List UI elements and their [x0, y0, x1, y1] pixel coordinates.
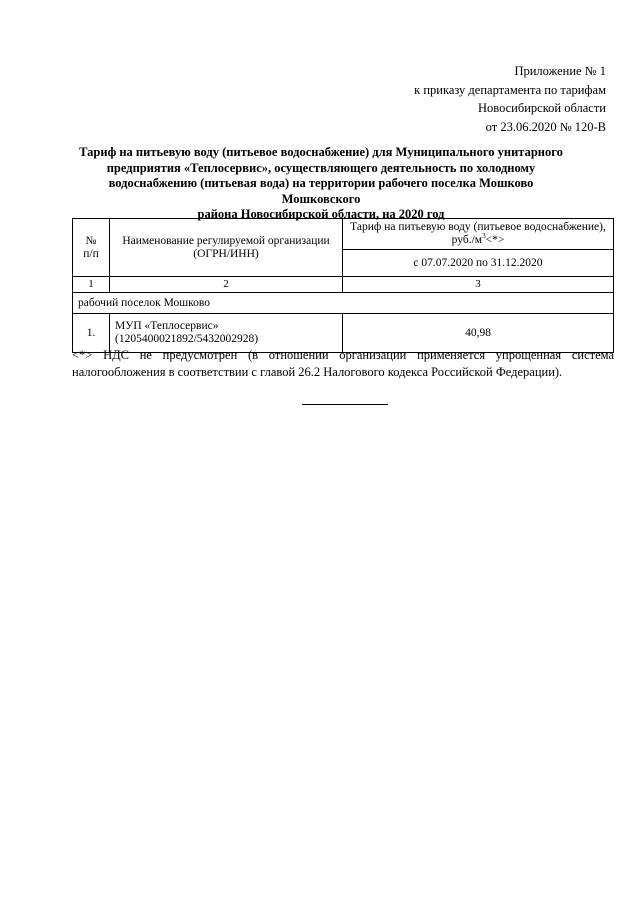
title-line-4: района Новосибирской области, на 2020 год	[197, 207, 445, 221]
header-num-line-1: №	[85, 234, 97, 247]
row-num: 1.	[73, 314, 110, 353]
table-section-row	[73, 293, 614, 314]
table-colnum-row	[73, 277, 614, 293]
header-tariff-unit-line	[348, 234, 608, 247]
title-line-3: водоснабжению (питьевая вода) на территории рабочего поселка Мошково Мошковского	[108, 176, 534, 206]
approval-line-4: от 23.06.2020 № 120-В	[485, 119, 606, 134]
table-header-row	[73, 219, 614, 250]
row-tariff: 40,98	[343, 314, 614, 353]
colnum-3: 3	[343, 277, 614, 293]
section-label: рабочий поселок Мошково	[73, 293, 614, 314]
approval-line-2: к приказу департамента по тарифам	[414, 82, 606, 97]
header-tariff-unit: руб./м	[451, 234, 483, 246]
header-num-line-2: п/п	[83, 247, 99, 260]
row-org-name: МУП «Теплосервис»	[115, 320, 219, 332]
header-org: Наименование регулируемой организации (ОГРН/ИНН)	[110, 219, 343, 277]
footnote: <*> НДС не предусмотрен (в отношении организации применяется упрощенная система налогообложения в соответствии с главой 26.2 Налогового кодекса Российской Федерации).	[72, 348, 614, 379]
colnum-2: 2	[110, 277, 343, 293]
header-tariff-unit-sup: 3	[482, 232, 486, 241]
approval-line-1: Приложение № 1	[514, 64, 606, 78]
header-tariff-note: <*>	[485, 234, 505, 246]
title-line-1: Тариф на питьевую воду (питьевое водоснабжение) для Муниципального унитарного	[79, 145, 563, 159]
title-line-2: предприятия «Теплосервис», осуществляющего деятельность по холодному	[106, 160, 536, 175]
tariff-table	[72, 218, 614, 353]
header-period: с 07.07.2020 по 31.12.2020	[343, 250, 614, 277]
header-tariff-main: Тариф на питьевую воду (питьевое водоснабжение),	[350, 221, 606, 233]
header-tariff	[343, 219, 614, 250]
approval-block	[414, 62, 606, 136]
end-rule	[302, 404, 388, 405]
approval-line-3: Новосибирской области	[477, 101, 606, 115]
row-org-ids: (1205400021892/5432002928)	[115, 333, 259, 345]
colnum-1: 1	[73, 277, 110, 293]
header-num	[73, 219, 110, 277]
document-title	[68, 145, 574, 223]
